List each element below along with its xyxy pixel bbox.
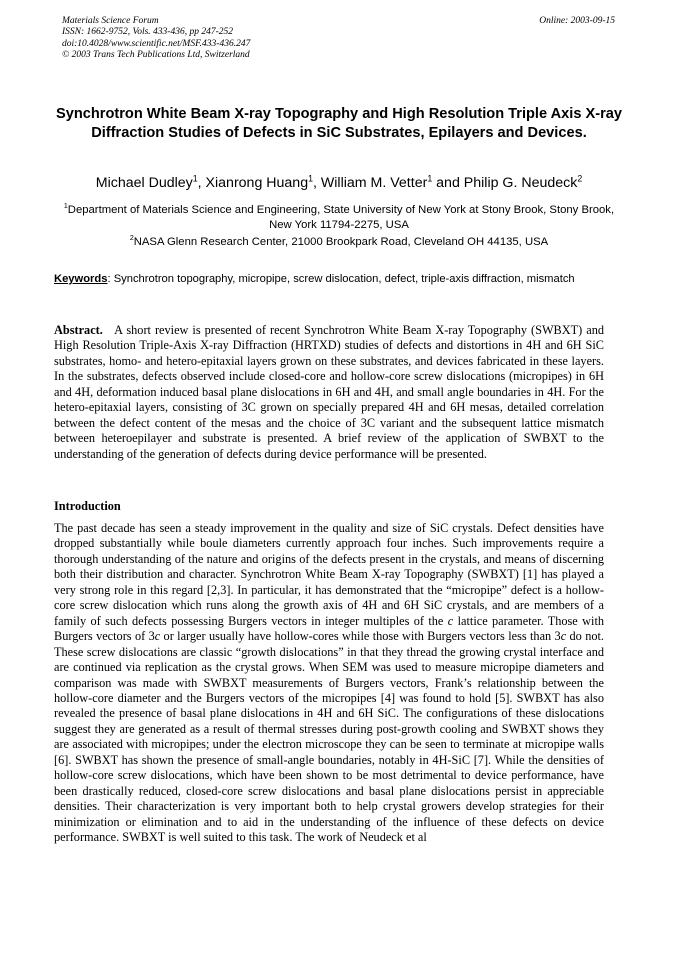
- section-heading: Introduction: [54, 499, 121, 513]
- journal-header: [62, 16, 250, 62]
- abstract-label: Abstract.: [54, 323, 103, 337]
- body-text: or larger usually have hollow-cores while those with Burgers vectors less than 3: [160, 629, 561, 644]
- affiliation-mark: 1: [63, 203, 68, 211]
- author-name: William M. Vetter: [320, 175, 428, 191]
- author-affiliation-mark: 2: [577, 173, 583, 184]
- affiliation-mark: 2: [129, 235, 134, 243]
- paper-title: Synchrotron White Beam X-ray Topography and High Resolution Triple Axis X-ray Diffraction Studies of Defects in SiC Substrates, Epilayers and Devices.: [56, 106, 622, 141]
- author-affiliation-mark: 1: [192, 173, 198, 184]
- author-separator: ,: [197, 175, 206, 191]
- author-affiliation-mark: 1: [308, 173, 313, 184]
- abstract-text: A short review is presented of recent Synchrotron White Beam X-ray Topography (SWBXT) and High Resolution Triple-Axis X-ray Diffraction (HRTXD) studies of defects and distortions in 4H and 6H SiC substrates, homo- and hetero-epitaxial layers grown on these substrates, and devices fabricated in these layers. In the substrates, defects observed include closed-core and hollow-core screw dislocations (micropipes) in 6H and 4H, deformation induced basal plane dislocations in 6H and 4H, and small angle boundaries in 4H. For the hetero-epitaxial layers, consisting of 3C grown on specially prepared 4H and 6H mesas, detailed correlation between the defect content of the mesas and the choice of 3C variant and the subsequent lattice mismatch between heteroepilayer and substrate is presented. A brief review of the application of SWBXT to the understanding of the generation of defects during device performance will be presented.: [54, 323, 605, 461]
- author-name: Philip G. Neudeck: [463, 175, 578, 191]
- author-list: [40, 174, 638, 192]
- author-separator: ,: [313, 175, 321, 191]
- affiliation-text: NASA Glenn Research Center, 21000 Brookpark Road, Cleveland OH 44135, USA: [133, 236, 549, 248]
- journal-issn: ISSN: 1662-9752, Vols. 433-436, pp 247-252: [62, 27, 233, 38]
- lattice-parameter-symbol: c: [447, 613, 454, 628]
- author-name: Michael Dudley: [95, 175, 193, 191]
- keywords-label: Keywords: [54, 273, 108, 285]
- affiliation: [54, 203, 624, 233]
- journal-doi: doi:10.4028/www.scientific.net/MSF.433-436.247: [62, 38, 251, 49]
- author-separator: and: [432, 175, 464, 191]
- affiliation-text: Department of Materials Science and Engineering, State University of New York at Stony Brook, Stony Brook, New York 11794-2275, USA: [67, 204, 615, 232]
- journal-copyright: © 2003 Trans Tech Publications Ltd, Switzerland: [62, 50, 250, 61]
- abstract: [54, 323, 604, 462]
- author-name: Xianrong Huang: [205, 175, 309, 191]
- keywords-text: Synchrotron topography, micropipe, screw dislocation, defect, triple-axis diffraction, mismatch: [113, 273, 575, 285]
- journal-name: Materials Science Forum: [62, 16, 159, 26]
- introduction-paragraph: [54, 521, 604, 846]
- keywords: [54, 272, 604, 287]
- body-text: The past decade has seen a steady improvement in the quality and size of SiC crystals. Defect densities have dropped substantially while boule diameters currently approach four inches. Such improvements require a thorough understanding of the nature and origins of the defects present in the crystals, and means of discerning both their distribution and character. Synchrotron White Beam X-ray Topography (SWBXT) [1] has played a very strong role in this regard [2,3]. In particular, it has demonstrated that the “micropipe” defect is a hollow-core screw dislocation which runs along the growth axis of 4H and 6H SiC crystals, and are members of a family of such defects possessing Burgers vectors in integer multiples of the: [54, 521, 604, 628]
- body-text: lattice parameter. Those with Burgers vectors of 3: [54, 613, 605, 644]
- body-text: do not. These screw dislocations are classic “growth dislocations” in that they thread the growing crystal interface and are continued via replication as the crystal grows. When SEM was used to measure micropipe diameters and comparison was made with SWBXT measurements of Burgers vectors, Frank’s relationship between the hollow-core diameter and the Burgers vectors of the micropipes [4] was found to hold [5]. SWBXT has also revealed the presence of basal plane dislocations in 4H and 6H SiC. The configurations of these dislocations suggest they are generated as a result of thermal stresses during post-growth cooling and SWBXT shows they are associated with micropipes; under the electron microscope they can be seen to terminate at micropipe walls [6]. SWBXT has shown the presence of small-angle boundaries, notably in 4H-SiC [7]. While the densities of hollow-core screw dislocations, which have been shown to be most detrimental to device performance, have been drastically reduced, closed-core screw dislocations and basal plane dislocations persist in appreciable densities. Their characterization is very important both to help crystal growers develop strategies for their minimization or elimination and to aid in the understanding of the influence of these defects on device performance. SWBXT is well suited to this task. The work of Neudeck et al: [54, 629, 604, 845]
- keywords-colon: :: [107, 273, 114, 285]
- lattice-parameter-symbol: c: [560, 629, 567, 644]
- author-affiliation-mark: 1: [427, 173, 433, 184]
- online-date: Online: 2003-09-15: [539, 16, 615, 26]
- lattice-parameter-symbol: c: [154, 629, 161, 644]
- affiliation: [54, 235, 624, 250]
